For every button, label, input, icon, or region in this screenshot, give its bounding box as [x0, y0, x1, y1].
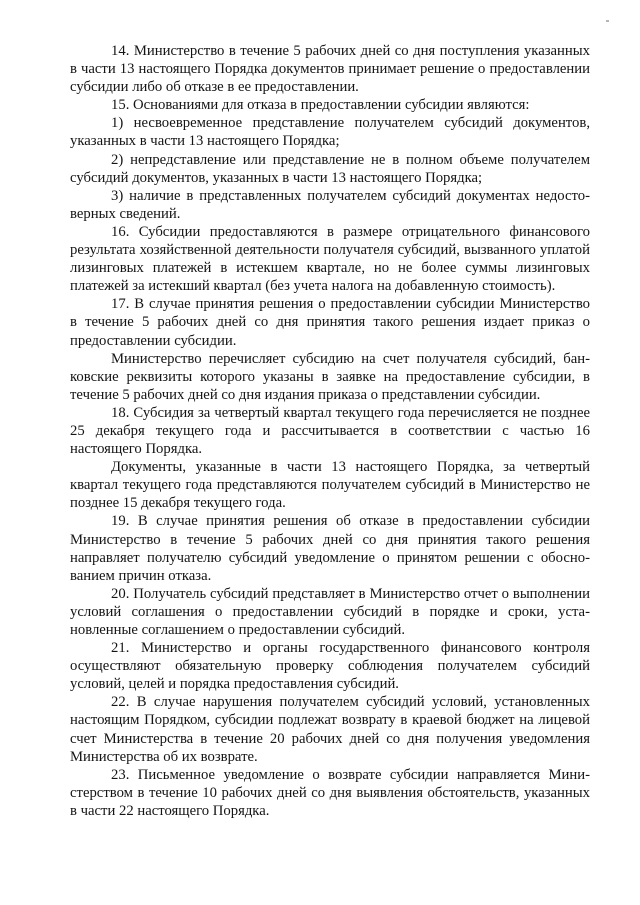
paragraph-23: 23. Письменное уведомление о возврате субсидии направляется Министерством в течение 10 рабочих дней со дня выявления обстоятельств, указанных в части 22 настоящего Порядка.	[70, 766, 590, 819]
paragraph-18: 18. Субсидия за четвертый квартал текущего года перечисляется не позднее 25 декабря текущего года и рассчитывается в соответствии с частью 16 настоящего Порядка.	[70, 404, 590, 458]
paragraph-15-item-2: 2) непредставление или представление не в полном объеме получателем субсидий документов, указанных в части 13 настоящего Порядка;	[70, 151, 590, 186]
paragraph-22: 22. В случае нарушения получателем субсидий условий, установленных настоящим Порядком, субсидии подлежат возврату в краевой бюджет на лицевой счет Министерства в течение 20 рабочих дней со дня получения уведомления Министерства об их возврате.	[70, 694, 590, 765]
paragraph-21: 21. Министерство и органы государственного финансового контроля осуществляют обязательную проверку соблюдения получателем субсидий условий, целей и порядка предоставления субсидий.	[70, 640, 590, 693]
paragraph-19: 19. В случае принятия решения об отказе в предоставлении субсидии Министерство в течение 5 рабочих дней со дня принятия такого решения направляет получателю субсидий уведомление о принятом решении с обоснованием причин отказа.	[70, 513, 590, 584]
document-page	[70, 42, 590, 820]
paragraph-17-transfer: Министерство перечисляет субсидию на счет получателя субсидий, банковские реквизиты которого указаны в заявке на предоставление субсидии, в течение 5 рабочих дней со дня издания приказа о представлении субсидии.	[70, 350, 590, 403]
paragraph-17: 17. В случае принятия решения о предоставлении субсидии Министерство в течение 5 рабочих дней со дня принятия такого решения издает приказ о предоставлении субсидии.	[70, 296, 590, 349]
paragraph-20: 20. Получатель субсидий представляет в Министерство отчет о выполнении условий соглашения о предоставлении субсидий в порядке и сроки, установленные соглашением о предоставлении субсидий.	[70, 585, 590, 638]
paragraph-15-item-1: 1) несвоевременное представление получателем субсидий документов, указанных в части 13 настоящего Порядка;	[70, 115, 590, 150]
paragraph-16: 16. Субсидии предоставляются в размере отрицательного финансового результата хозяйственной деятельности получателя субсидий, вызванного уплатой лизинговых платежей в истекшем квартале, но не более суммы лизинговых платежей за истекший квартал (без учета налога на добавленную стоимость).	[70, 223, 590, 295]
paragraph-18-documents: Документы, указанные в части 13 настоящего Порядка, за четвертый квартал текущего года представляются получателем субсидий в Министерство не позднее 15 декабря текущего года.	[70, 459, 590, 512]
paragraph-15-item-3: 3) наличие в представленных получателем субсидий документах недостоверных сведений.	[70, 187, 590, 222]
paragraph-15: 15. Основаниями для отказа в предоставлении субсидии являются:	[111, 97, 530, 114]
scan-mark	[606, 20, 609, 22]
paragraph-14: 14. Министерство в течение 5 рабочих дней со дня поступления указанных в части 13 настоящего Порядка документов принимает решение о предоставлении субсидии либо об отказе в ее предоставлении.	[70, 43, 590, 96]
